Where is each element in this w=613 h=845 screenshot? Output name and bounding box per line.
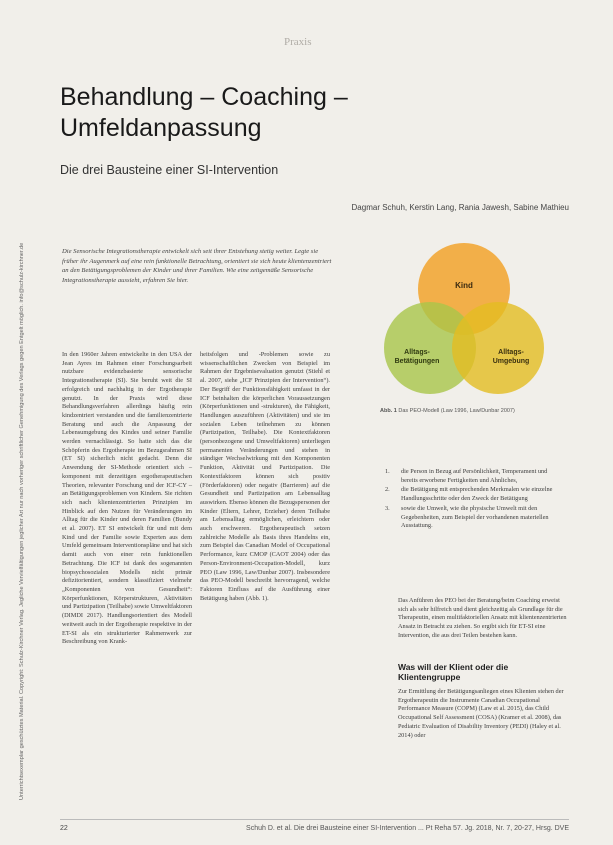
list-item: [385, 468, 565, 485]
body-column-3-text: Das Anführen des PEO bei der Beratung/beim Coaching erweist sich als sehr hilfreich und dient gleichzeitig als Grundlage für die Therapeutin, einen multifaktoriellen Ansatz mit klientenzentrierten Ansatz in Betracht zu ziehen. So ergibt sich für ET-SI eine Intervention, die aus drei Teilen bestehen kann.: [398, 597, 567, 639]
body-column-1-text: In den 1960er Jahren entwickelte in den USA der Jean Ayres im Rahmen einer Forschungsarbeit nutzbare evidenzbasierte sensorische Integrationstherapie (SI). Sie beruht weit die SI erfolgreich und nachhaltig in der Ergotherapie genutzt. In der Praxis wird diese Behandlungsverfahren allerdings häufig rein kindzentriert verstanden und die familienzentrierte Beratung und auch die Anpassung der Lebensumgebung des Kindes und seiner Familie werden vernachlässigt. So hatte sich das die Schöpferin des Ergotherapie im Bezugsrahmen SI (ET SI) sicherlich nicht gedacht. Denn die Anwendung der SI-Methode orientiert sich – komponent mit derzeitigen ergotherapeutischen Theorien, relevanter Forschung und der ICF-CY – an Betätigungsproblemen von Kindern. Sie richten sich nach klientenzentrierten Prinzipien im Hinblick auf den Nutzen für Veränderungen im Alltag für die Kinder und deren Familien (Bundy et al. 2007). ET SI entwickelt für und mit dem Kind und der Familie sowie Experten aus dem Umfeld gemeinsam Interventionspläne und hat sich damit auch von einer rein funktionellen Betrachtung. Die ICF ist dank des sogenannten biopsychosozialen Modells nicht primär defizitorientiert, sondern klassifiziert vielmehr „Komponenten von Gesundheit“: Körperfunktionen, Körperstrukturen, Aktivitäten und Partizipation (Teilhabe) sowie Umweltfaktoren (DIMDI 2017). Handlungsorientiert des Modell weitweit auch in der Ergotherapie respektive in der ET-SI als ein strukturierter Rahmenwerk zur Beschreibung von Krank-: [62, 351, 192, 646]
list-item-text: die Betätigung mit entsprechenden Merkmalen wie einzelne Handlungsschritte oder den Zweck der Betätigung: [401, 486, 553, 503]
venn-circle-umgebung: [452, 302, 544, 394]
section-heading: Was will der Klient oder die Klientengruppe: [398, 662, 509, 682]
peo-venn-diagram: [357, 242, 571, 412]
venn-label-right-2: Umgebung: [492, 358, 530, 365]
list-item-number: 1.: [385, 468, 390, 475]
list-item: [385, 505, 565, 531]
peo-factor-list: [385, 468, 565, 532]
page-number: 22: [60, 825, 68, 832]
venn-label-left-2: Betätigungen: [394, 358, 440, 365]
venn-label-kind: Kind: [455, 281, 473, 290]
article-title: [60, 82, 348, 144]
copyright-side-note-text: Unterrichtsexemplar geschütztes Material. Copyright: Schulz-Kirchner Verlag. Jegliche Vervielfältigungen jeglicher Art nur nach vorheriger schriftlicher Genehmigung des Verlags gegen Entgelt möglich. info@schulz-kirchner.de: [19, 242, 25, 800]
list-item-number: 3.: [385, 504, 390, 512]
figure-caption-text: Das PEO-Modell (Law 1996, Law/Dunbar 2007): [398, 408, 515, 414]
body-column-2-text: heitsfolgen und -Problemen sowie zu wissenschaftlichen Zwecken von Beispiel im Rahmen der Ergebnisevaluation genutzt (Stiehl et al. 2007, siehe „ICF Prinzipien der Intervention“). Der Begriff der Funktionsfähigkeit umfasst in der ICF beinhalten die körperlichen Voraussetzungen (Körperfunktionen und -strukturen), die Fähigkeit, Handlungen auszuführen (Aktivitäten) und sie im sozialen Leben teilnehmen zu können (Partizipation, Teilhabe). Die Kontextfaktoren (personbezogene und Umweltfaktoren) unterliegen permanenten Veränderungen und stehen in ständiger Wechselwirkung mit den Komponenten Funktion, Aktivität und Partizipation. Die Kontextfaktoren können sich positiv (Förderfaktoren) oder negativ (Barrieren) auf die Gesundheit und Partizipation am Lebensalltag auswirken. Ebenso können die Bezugspersonen der Kinder (Eltern, Lehrer, Erzieher) deren Teilhabe am Lebensalltag ermöglichen, erleichtern oder auch erschweren. Ergotherapeutisch setzen zahlreiche Modelle als Basis ihres Handelns ein, zum Beispiel das Canadian Model of Occupational Performance, kurz CMOP (CAOT 2004) oder das Person-Environment-Occupation-Modell, kurz PEO (Law 1996, Law/Dunbar 2007). Insbesondere das PEO-Modell beschreibt hervorragend, welche Faktoren Einfluss auf die Ausführung einer Betätigung haben (Abb. 1).: [200, 351, 330, 602]
list-item-text: sowie die Umwelt, wie die physische Umwelt mit den Gegebenheiten, zum Beispiel der vorhandenen materiellen Ausstattung.: [401, 504, 549, 530]
section-tag: Praxis: [284, 36, 312, 48]
venn-label-right-1: Alltags-: [498, 349, 524, 356]
article-title-line2: Umfeldanpassung: [60, 114, 262, 142]
list-item-text: die Person in Bezug auf Persönlichkeit, Temperament und bereits erworbene Fertigkeiten und Ahnliches,: [401, 468, 548, 484]
article-intro: Die Sensorische Integrationstherapie entwickelt sich seit ihrer Entstehung stetig weiter. Legte sie früher ihr Augenmerk auf eine rein funktionelle Betrachtung, orientiert sie sich heute klientenzentriert an den Betätigungsproblemen der Kinder und ihrer Familien. Wie eine zeitgemäße Sensorische Integrationstherapie aussieht, erfahren Sie hier.: [62, 248, 332, 284]
copyright-side-note: [7, 60, 27, 800]
article-subtitle: Die drei Bausteine einer SI-Intervention: [60, 163, 279, 177]
venn-label-left-1: Alltags-: [404, 349, 430, 356]
footer-divider: [60, 819, 569, 820]
body-column-1: [62, 351, 192, 647]
body-column-3: [398, 597, 568, 641]
article-title-line1: Behandlung – Coaching –: [60, 83, 348, 111]
figure-caption-label: Abb. 1: [380, 408, 397, 414]
article-authors: Dagmar Schuh, Kerstin Lang, Rania Jawesh, Sabine Mathieu: [351, 203, 569, 212]
list-item-number: 2.: [385, 486, 390, 494]
body-column-4-text: Zur Ermittlung der Betätigungsanliegen eines Klienten stehen der Ergotherapeutin die Instrumente Canadian Occupational Performance Measure (COPM) (Law et al. 2015), das Child Occupational Self Assessment (COSA) (Kramer et al. 2008), das Pediatric Evaluation of Disability Inventory (PEDI) (Haley et al. 2014) oder: [398, 688, 564, 739]
list-item: [385, 486, 565, 503]
figure-caption: [380, 408, 515, 414]
body-column-4: [398, 688, 568, 740]
body-column-2: [200, 351, 330, 603]
footer-citation: Schuh D. et al. Die drei Bausteine einer SI-Intervention ... Pt Reha 57. Jg. 2018, Nr. 7, 20-27, Hrsg. DVE: [246, 825, 569, 832]
